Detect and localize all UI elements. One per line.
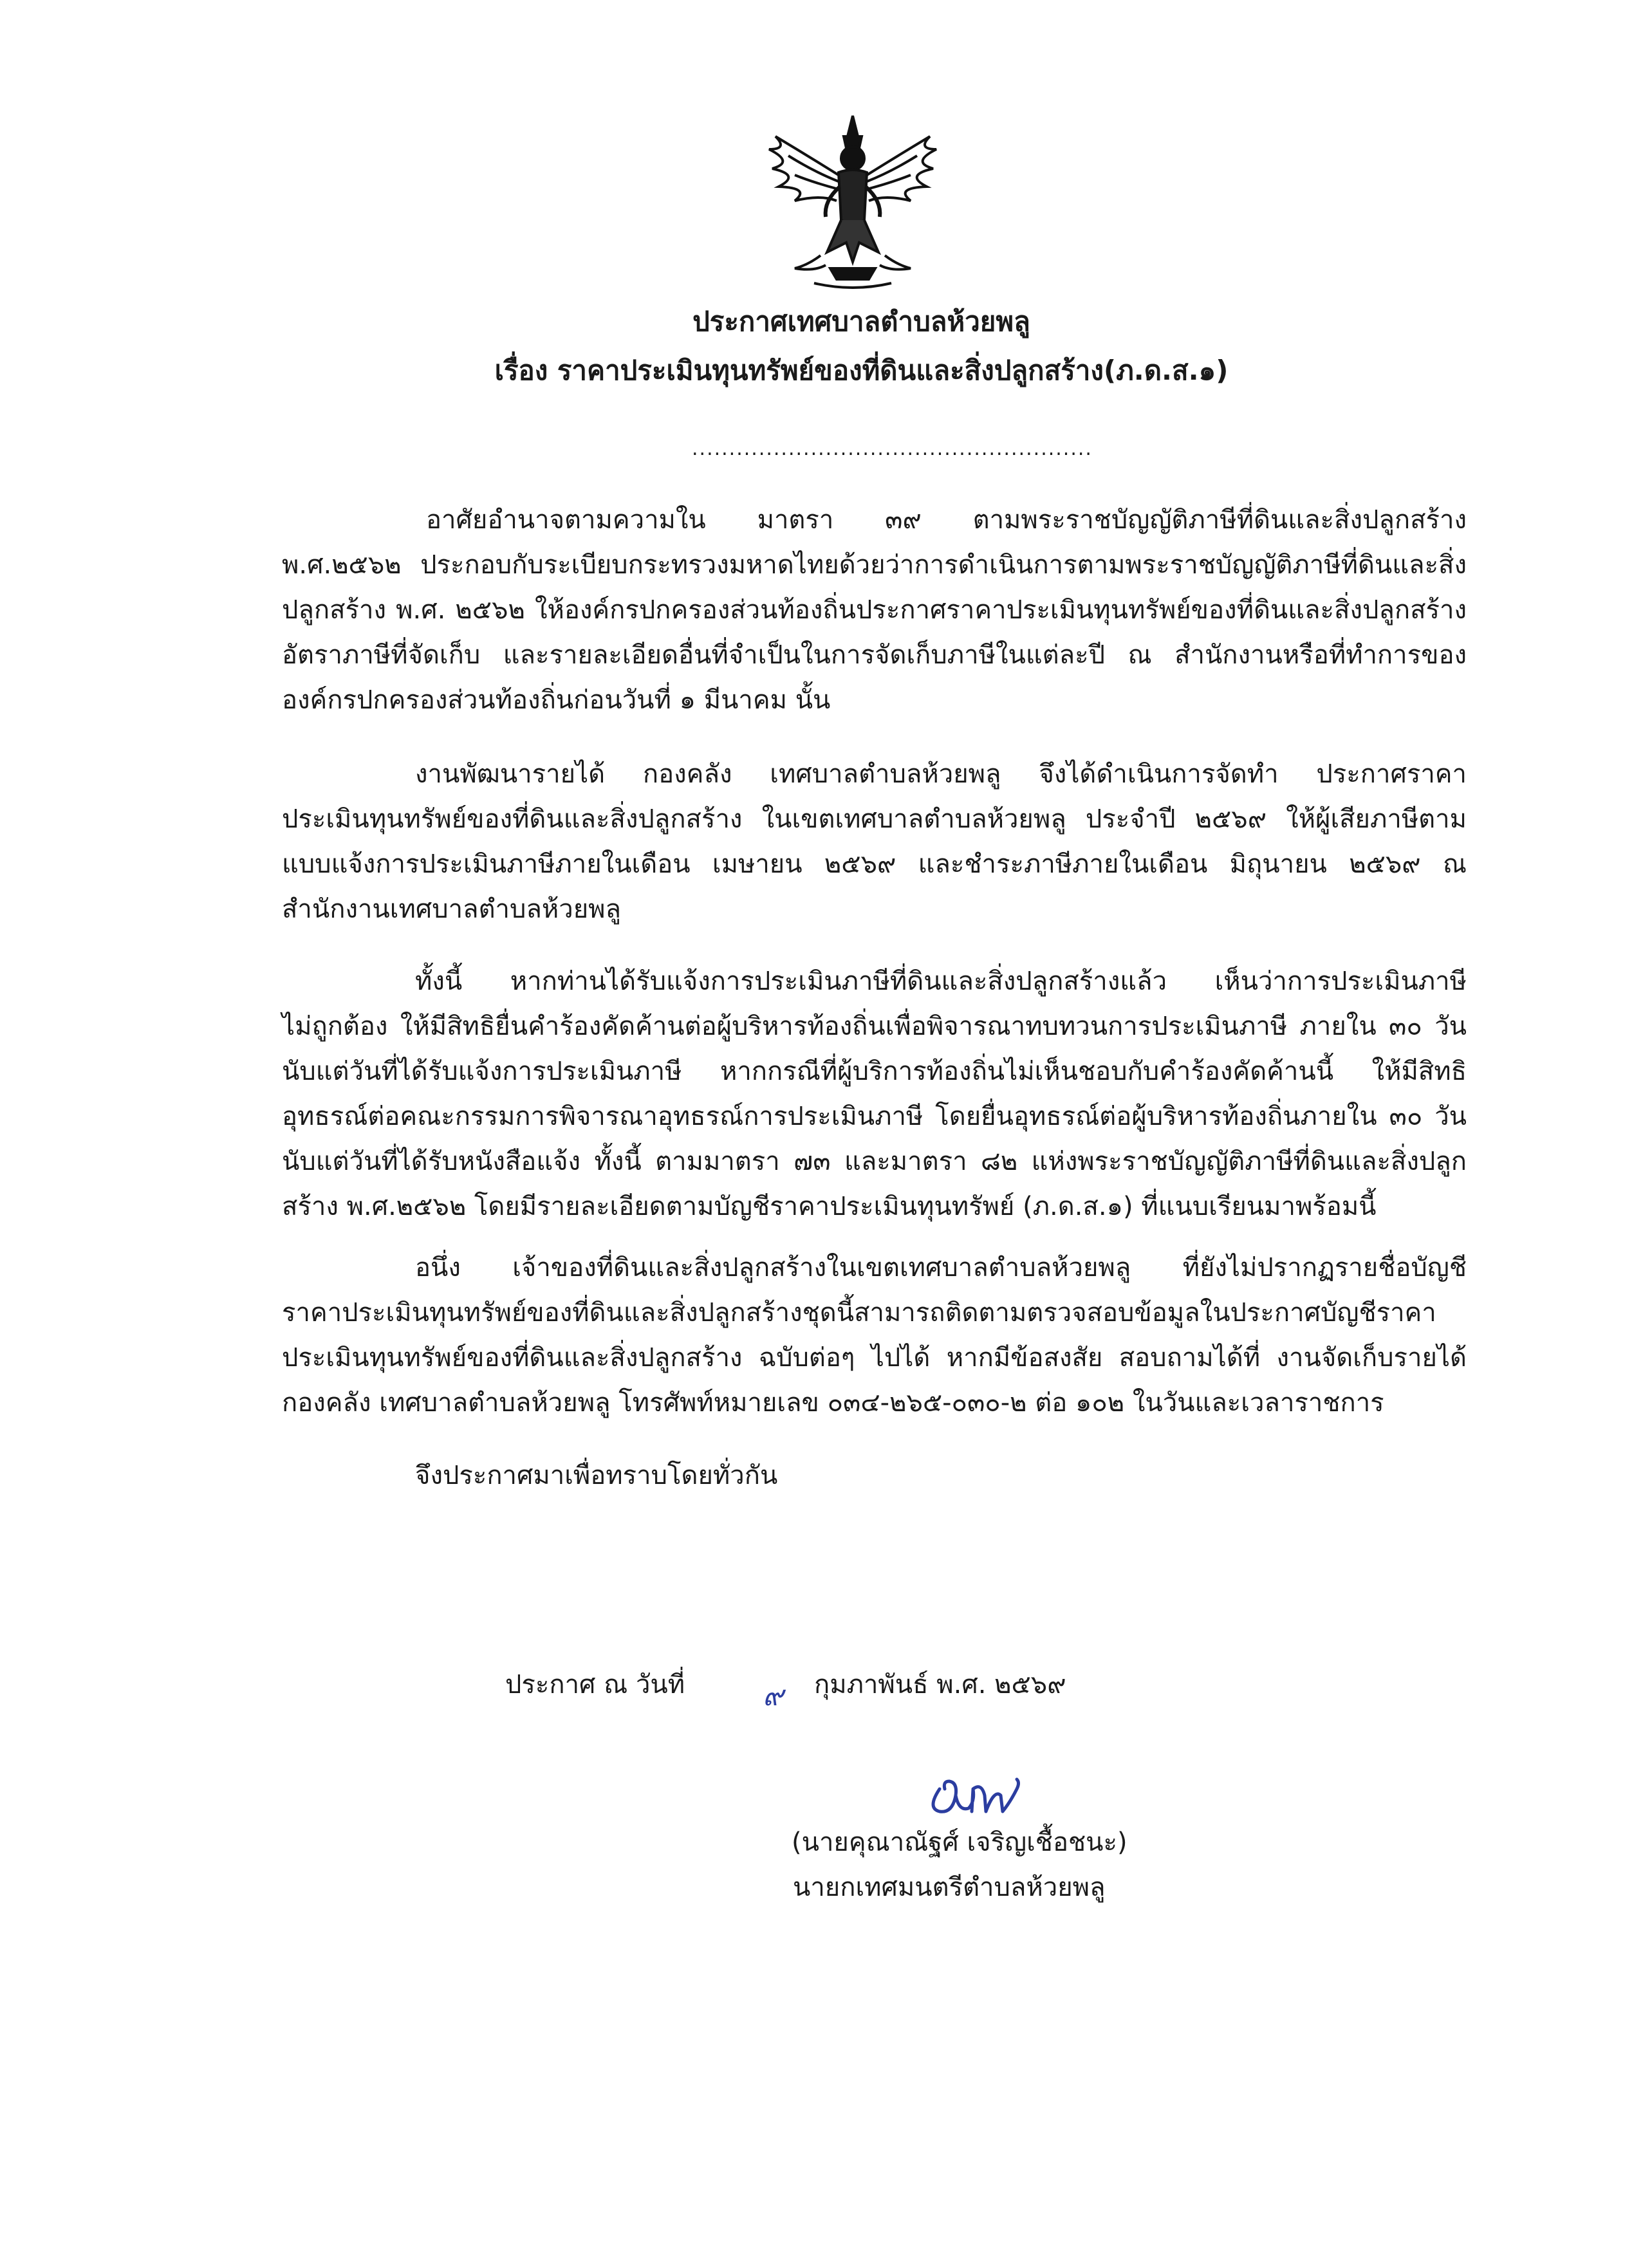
paragraph-2-line: สำนักงานเทศบาลตำบลห้วยพลู [282,894,622,924]
date-month-year: กุมภาพันธ์ พ.ศ. ๒๕๖๙ [814,1670,1066,1700]
paragraph-2-line: ประเมินทุนทรัพย์ของที่ดินและสิ่งปลูกสร้าง ในเขตเทศบาลตำบลห้วยพลู ประจำปี ๒๕๖๙ ให้ผู้เสียภาษีตาม [282,804,1467,834]
paragraph-1-line: พ.ศ.๒๕๖๒ ประกอบกับระเบียบกระทรวงมหาดไทยด้วยว่าการดำเนินการตามพระราชบัญญัติภาษีที่ดินและสิ่ง [282,550,1467,580]
paragraph-1-line: อัตราภาษีที่จัดเก็บ และรายละเอียดอื่นที่จำเป็นในการจัดเก็บภาษีในแต่ละปี ณ สำนักงานหรือที่ทำการของ [282,640,1467,670]
paragraph-3-line: นับแต่วันที่ได้รับหนังสือแจ้ง ทั้งนี้ ตามมาตรา ๗๓ และมาตรา ๘๒ แห่งพระราชบัญญัติภาษีที่ดินและสิ่งปลูก [282,1147,1467,1176]
garuda-emblem-icon [750,111,956,304]
paragraph-3-line: อุทธรณ์ต่อคณะกรรมการพิจารณาอุทธรณ์การประเมินภาษี โดยยื่นอุทธรณ์ต่อผู้บริหารท้องถิ่นภายใน ๓๐ วัน [282,1102,1467,1131]
paragraph-4-line: อนึ่ง เจ้าของที่ดินและสิ่งปลูกสร้างในเขตเทศบาลตำบลห้วยพลู ที่ยังไม่ปรากฏรายชื่อบัญชี [415,1253,1467,1283]
paragraph-3-line: ไม่ถูกต้อง ให้มีสิทธิยื่นคำร้องคัดค้านต่อผู้บริหารท้องถิ่นเพื่อพิจารณาทบทวนการประเมินภาษี ภายใน ๓๐ วัน [282,1012,1467,1041]
separator-line: ...................................................... [692,438,1093,460]
paragraph-1-line: อาศัยอำนาจตามความใน มาตรา ๓๙ ตามพระราชบัญญัติภาษีที่ดินและสิ่งปลูกสร้าง [426,505,1467,535]
paragraph-1-line: ปลูกสร้าง พ.ศ. ๒๕๖๒ ให้องค์กรปกครองส่วนท้องถิ่นประกาศราคาประเมินทุนทรัพย์ของที่ดินและสิ่งปลูกสร้าง [282,595,1467,625]
paragraph-4-line: กองคลัง เทศบาลตำบลห้วยพลู โทรศัพท์หมายเลข ๐๓๔-๒๖๕-๐๓๐-๒ ต่อ ๑๐๒ ในวันและเวลาราชการ [282,1388,1384,1418]
paragraph-4-line: ราคาประเมินทุนทรัพย์ของที่ดินและสิ่งปลูกสร้างชุดนี้สามารถติดตามตรวจสอบข้อมูลในประกาศบัญชีราคา [282,1298,1436,1328]
announcement-subject: เรื่อง ราคาประเมินทุนทรัพย์ของที่ดินและสิ่งปลูกสร้าง(ภ.ด.ส.๑) [494,355,1229,386]
paragraph-3-line: นับแต่วันที่ได้รับแจ้งการประเมินภาษี หากกรณีที่ผู้บริการท้องถิ่นไม่เห็นชอบกับคำร้องคัดค้านนี้ ให้มีสิทธิ [282,1057,1467,1086]
paragraph-3-line: ทั้งนี้ หากท่านได้รับแจ้งการประเมินภาษีที่ดินและสิ่งปลูกสร้างแล้ว เห็นว่าการประเมินภาษี [415,967,1467,996]
paragraph-1-line: องค์กรปกครองส่วนท้องถิ่นก่อนวันที่ ๑ มีนาคม นั้น [282,685,831,715]
date-prefix: ประกาศ ณ วันที่ [505,1670,685,1700]
paragraph-2-line: งานพัฒนารายได้ กองคลัง เทศบาลตำบลห้วยพลู จึงได้ดำเนินการจัดทำ ประกาศราคา [415,759,1467,789]
signature-mark [920,1750,1036,1821]
announcement-title: ประกาศเทศบาลตำบลห้วยพลู [692,306,1030,337]
handwritten-day: ๙ [763,1680,784,1712]
paragraph-2-line: แบบแจ้งการประเมินภาษีภายในเดือน เมษายน ๒๕๖๙ และชำระภาษีภายในเดือน มิถุนายน ๒๕๖๙ ณ [282,849,1467,879]
signatory-position: นายกเทศมนตรีตำบลห้วยพลู [793,1873,1106,1902]
signatory-name: (นายคุณาณัฐศ์ เจริญเชื้อชนะ) [792,1828,1128,1857]
closing-statement: จึงประกาศมาเพื่อทราบโดยทั่วกัน [415,1461,778,1490]
paragraph-4-line: ประเมินทุนทรัพย์ของที่ดินและสิ่งปลูกสร้าง ฉบับต่อๆ ไปได้ หากมีข้อสงสัย สอบถามได้ที่ งานจัดเก็บรายได้ [282,1343,1467,1373]
paragraph-3-line: สร้าง พ.ศ.๒๕๖๒ โดยมีรายละเอียดตามบัญชีราคาประเมินทุนทรัพย์ (ภ.ด.ส.๑) ที่แนบเรียนมาพร้อมนี้ [282,1192,1377,1221]
